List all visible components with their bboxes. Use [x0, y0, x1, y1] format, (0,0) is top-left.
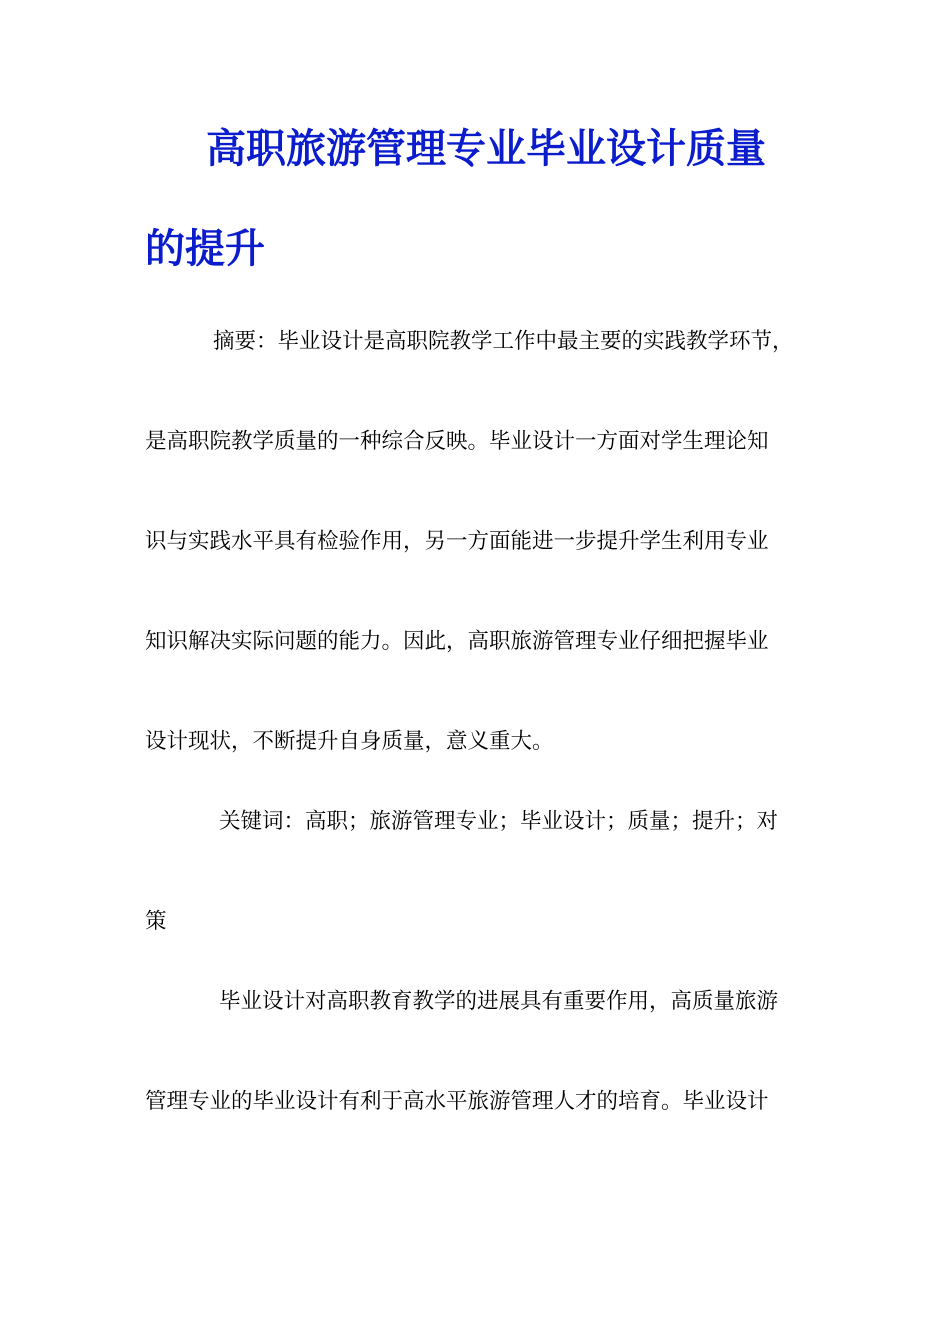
abstract-line-4: 知识解决实际问题的能力。因此，高职旅游管理专业仔细把握毕业	[145, 629, 769, 654]
abstract-line-5: 设计现状，不断提升自身质量，意义重大。	[145, 729, 554, 754]
body-paragraph-line-2: 管理专业的毕业设计有利于高水平旅游管理人才的培育。毕业设计	[145, 1089, 769, 1114]
body-paragraph-line-1: 毕业设计对高职教育教学的进展具有重要作用，高质量旅游	[219, 989, 779, 1014]
abstract-line-2: 是高职院教学质量的一种综合反映。毕业设计一方面对学生理论知	[145, 429, 769, 454]
keywords-line-1: 关键词：高职；旅游管理专业；毕业设计；质量；提升；对	[219, 809, 779, 834]
abstract-line-1: 摘要：毕业设计是高职院教学工作中最主要的实践教学环节，	[213, 329, 794, 354]
document-title-line-2: 的提升	[145, 225, 265, 272]
keywords-line-2: 策	[145, 909, 167, 934]
abstract-line-3: 识与实践水平具有检验作用，另一方面能进一步提升学生利用专业	[145, 529, 769, 554]
document-title-line-1: 高职旅游管理专业毕业设计质量	[206, 125, 766, 172]
